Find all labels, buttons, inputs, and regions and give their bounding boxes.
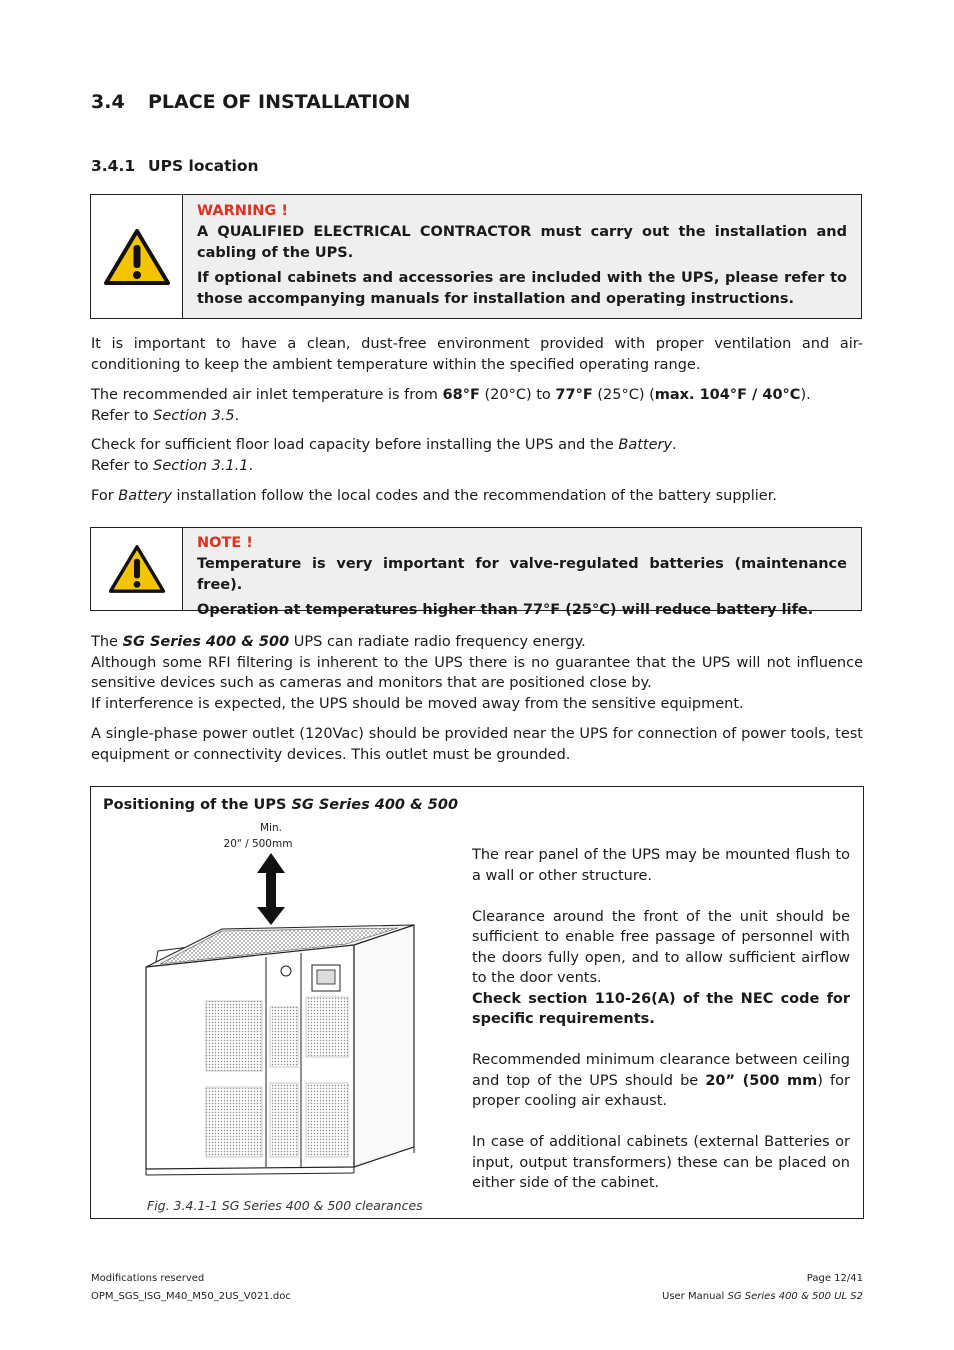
footer-modifications: Modifications reserved xyxy=(91,1273,205,1284)
footer-filename: OPM_SGS_ISG_M40_M50_2US_V021.doc xyxy=(91,1291,291,1302)
clearance-arrow-icon xyxy=(257,853,285,925)
note-label: NOTE ! xyxy=(197,535,253,551)
footer-manual-title: User Manual SG Series 400 & 500 UL S2 xyxy=(662,1291,863,1302)
note-text xyxy=(183,528,861,618)
paragraph-battery: For Battery installation follow the local codes and the recommendation of the battery supplier. xyxy=(91,488,777,504)
side-paragraph-1: The rear panel of the UPS may be mounted flush to a wall or other structure. xyxy=(472,847,850,884)
figure-box xyxy=(90,786,864,1219)
paragraph-environment: It is important to have a clean, dust-free environment provided with proper ventilation and air-conditioning to keep the ambient temperature within the specified operating range. xyxy=(91,336,863,373)
paragraph-temperature: The recommended air inlet temperature is from 68°F (20°C) to 77°F (25°C) (max. 104°F / 40°C). Refer to Section 3.5. xyxy=(91,385,863,426)
paragraph-power-outlet: A single-phase power outlet (120Vac) should be provided near the UPS for connection of power tools, test equipment or connectivity devices. This outlet must be grounded. xyxy=(91,726,863,763)
figure-caption: Fig. 3.4.1-1 SG Series 400 & 500 clearances xyxy=(147,1198,423,1213)
warning-triangle-icon xyxy=(103,228,171,286)
side-paragraph-3: Recommended minimum clearance between ceiling and top of the UPS should be 20” (500 mm) for proper cooling air exhaust. xyxy=(472,1052,850,1109)
subsection-title: UPS location xyxy=(148,157,259,175)
paragraph-floor-load: Check for sufficient floor load capacity before installing the UPS and the Battery. Refer to Section 3.1.1. xyxy=(91,435,863,476)
paragraph-rfi: The SG Series 400 & 500 UPS can radiate radio frequency energy. Although some RFI filtering is inherent to the UPS there is no guarantee that the UPS will not influence sensitive devices such as cameras and monitors that are positioned close by. If interference is expected, the UPS should be moved away from the sensitive equipment. xyxy=(91,634,863,712)
note-line-1: Temperature is very important for valve-regulated batteries (maintenance free). xyxy=(197,556,847,593)
min-label: Min. xyxy=(260,822,282,834)
side-paragraph-2-bold: Check section 110-26(A) of the NEC code for specific requirements. xyxy=(472,990,850,1027)
side-paragraph-2: Clearance around the front of the unit should be sufficient to enable free passage of personnel with the doors fully open, and to allow sufficient airflow to the door vents. xyxy=(472,908,850,986)
section-title: PLACE OF INSTALLATION xyxy=(148,91,411,113)
warning-triangle-icon xyxy=(108,544,166,594)
ups-cabinet-drawing xyxy=(136,817,426,1187)
reference-line: Refer to Section 3.5. xyxy=(91,407,240,424)
note-callout xyxy=(90,527,862,618)
warning-label: WARNING ! xyxy=(197,203,288,219)
warning-icon-cell xyxy=(91,195,183,318)
section-link: Section 3.1.1 xyxy=(153,457,249,474)
figure-side-text xyxy=(472,845,850,1194)
section-heading xyxy=(91,91,410,113)
section-link: Section 3.5 xyxy=(153,407,235,424)
subsection-number: 3.4.1 xyxy=(91,157,136,175)
section-number: 3.4 xyxy=(91,91,125,113)
side-paragraph-4: In case of additional cabinets (external Batteries or input, output transformers) these can be placed on either side of the cabinet. xyxy=(472,1134,850,1191)
note-icon-cell xyxy=(91,528,183,610)
footer-page-number: Page 12/41 xyxy=(806,1273,863,1284)
figure-title: Positioning of the UPS SG Series 400 & 500 xyxy=(103,797,459,813)
clearance-label: 20" / 500mm xyxy=(223,838,293,850)
warning-callout xyxy=(90,194,862,319)
warning-text xyxy=(183,195,861,318)
note-line-2: Operation at temperatures higher than 77°F (25°C) will reduce battery life. xyxy=(197,602,814,618)
subsection-heading xyxy=(91,157,259,175)
warning-line-2: If optional cabinets and accessories are included with the UPS, please refer to those accompanying manuals for installation and operating instructions. xyxy=(197,270,847,307)
reference-line: Refer to Section 3.1.1. xyxy=(91,457,254,474)
warning-line-1: A QUALIFIED ELECTRICAL CONTRACTOR must carry out the installation and cabling of the UPS. xyxy=(197,224,847,261)
